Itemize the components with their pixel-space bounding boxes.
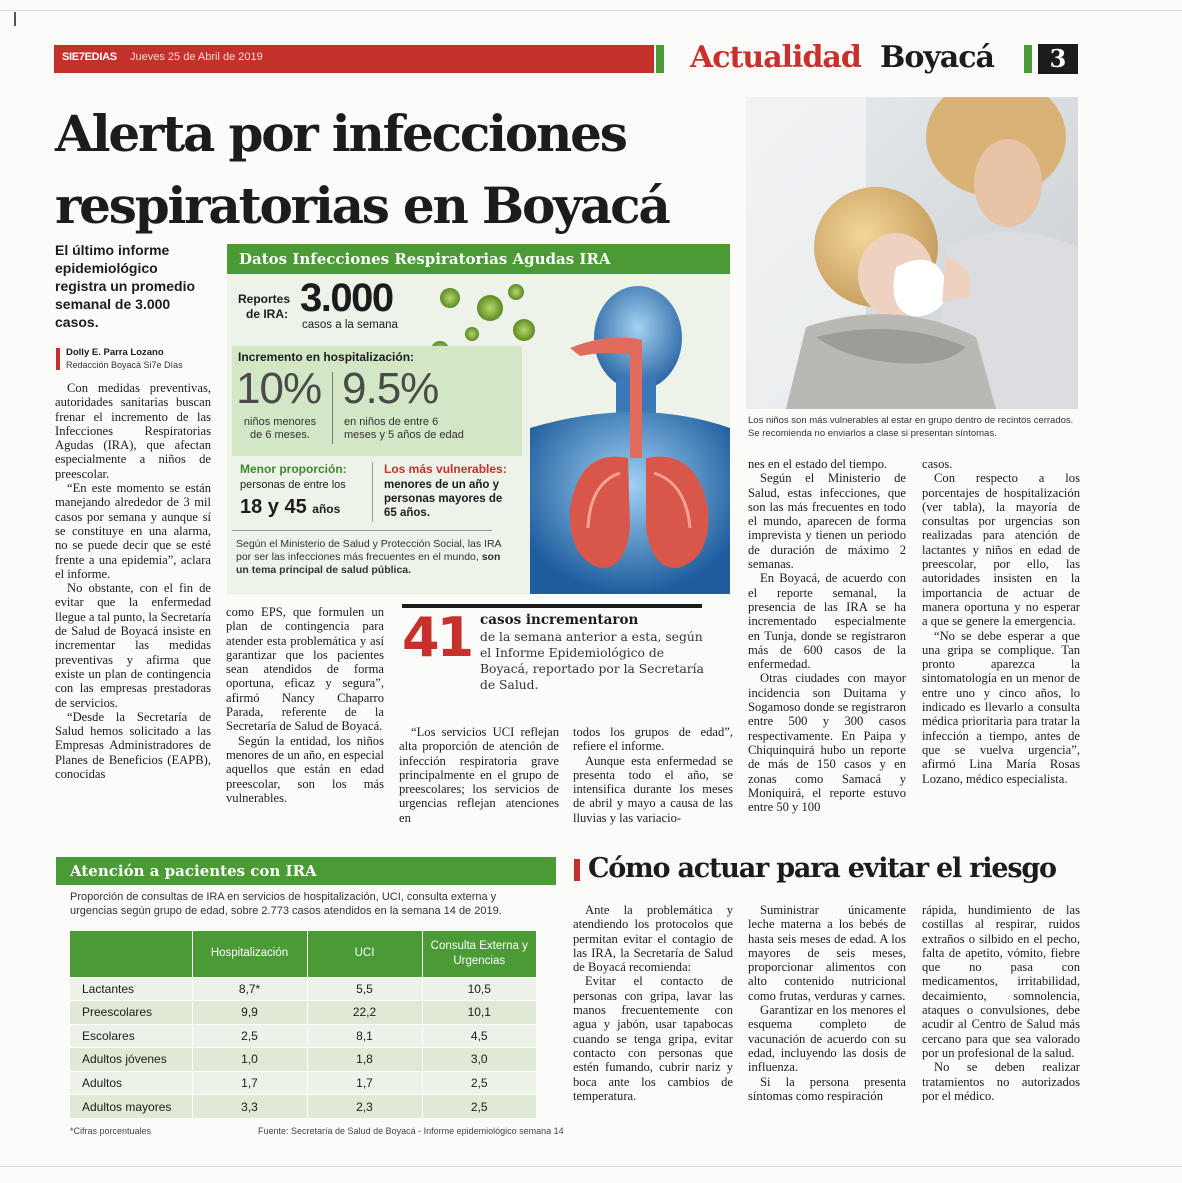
story2-col-1	[573, 903, 733, 1103]
headline: Alerta por infecciones respiratorias en Boyacá	[55, 104, 669, 235]
row-label: Adultos	[70, 1071, 192, 1095]
reportes-label: Reportes de IRA:	[238, 292, 291, 321]
ministerio-note-emphasis: son un tema principal de salud pública.	[236, 551, 501, 576]
incremento-title: Incremento en hospitalización:	[238, 350, 415, 364]
byline-bar	[56, 348, 60, 370]
story2-paragraph: Evitar el contacto de personas con gripa, lavar las manos frecuentemente con agua y jabón, usar tapabocas cuando se tenga gripa, evitar contacto con personas que estén fumando, cubrir nariz y boca ante los cambios de temperatura.	[573, 974, 733, 1103]
pct-menores-6-meses: 10%	[236, 364, 322, 413]
box41-text: de la semana anterior a esta, según el Informe Epidemiológico de Boyacá, reportado por la Secretaría de Salud.	[480, 630, 704, 692]
table-description: Proporción de consultas de IRA en servicios de hospitalización, UCI, consulta externa y urgencias según grupo de edad, sobre 2.773 casos atendidos en la semana 14 de 2019.	[70, 891, 502, 917]
header-green-tick-right	[1024, 45, 1032, 73]
cell-consulta: 2,5	[422, 1071, 536, 1095]
article-paragraph: Según la entidad, los niños menores de un año, en especial aquellos que están en edad preescolar, son los más vulnerables.	[226, 733, 384, 805]
row-label: Preescolares	[70, 1001, 192, 1025]
article-paragraph: “En este momento se están manejando alrededor de 3 mil casos por semana y aunque sí se constituye en una alarma, no se puede decir que se esté frente a una epidemia”, aclara el informe.	[55, 481, 211, 581]
mother-child-photo	[746, 97, 1078, 409]
article-paragraph: “No se debe esperar a que una gripa se complique. Tan pronto aparezca la sintomatología en un menor de entre uno y cinco años, lo indicado es llevarlo a consulta médica prioritaria para tratar la infección a tiempo, antes de que se vuelva urgencia”, afirmó Lina María Rosas Lozano, médico especialista.	[922, 628, 1080, 786]
story2-paragraph: Suministrar únicamente leche materna a los bebés de hasta seis meses de edad. A los mayores de seis meses, proporcionar alimentos con alto contenido nutricional como frutas, verduras y carnes.	[748, 903, 906, 1003]
cell-hospitalizacion: 1,0	[192, 1048, 307, 1072]
table-source: Fuente: Secretaría de Salud de Boyacá - Informe epidemiológico semana 14	[258, 1126, 564, 1136]
table-header-blank	[70, 931, 192, 977]
table-note: *Cifras porcentuales	[70, 1126, 152, 1136]
row-label: Lactantes	[70, 977, 192, 1001]
table-header-hospitalizacion: Hospitalización	[192, 931, 307, 977]
table-title: Atención a pacientes con IRA	[56, 857, 556, 885]
menor-proporcion-range: 18 y 45	[240, 496, 307, 518]
story2-col-3	[922, 903, 1080, 1103]
deck: El último informe epidemiológico registra un promedio semanal de 3.000 casos.	[55, 242, 196, 330]
article-paragraph: “Desde la Secretaría de Salud hemos solicitado a las Empresas Administradores de Planes de Beneficios (EAPB), conocidas	[55, 709, 211, 782]
top-rule	[0, 10, 1182, 11]
cell-consulta: 3,0	[422, 1048, 536, 1072]
story2-paragraph: Garantizar en los menores el esquema completo de vacunación de acuerdo con su edad, incluyendo las dosis de influenza.	[748, 1003, 906, 1075]
byline-author: Dolly E. Parra Lozano	[66, 347, 164, 358]
article-paragraph: Otras ciudades con mayor incidencia son Duitama y Sogamoso donde se registraron entre 500 y 300 casos respectivamente. En Paipa y Chiquinquirá hubo un reporte de más de 150 casos y en zonas como Samacá y Moniquirá, el reporte estuvo entre 50 y 100	[748, 671, 906, 815]
table-header-uci: UCI	[307, 931, 422, 977]
article-paragraph: “Los servicios UCI reflejan alta proporción de atención de infección respiratoria grave principalmente en el grupo de preescolares; los servicios de urgencias reflejan atenciones en	[399, 725, 559, 825]
photo-caption: Los niños son más vulnerables al estar en grupo dentro de recintos cerrados. Se recomienda no enviarlos a clase si presentan síntomas.	[748, 415, 1074, 439]
byline-role: Redacción Boyacá Si7e Días	[66, 360, 183, 370]
cell-hospitalizacion: 8,7*	[192, 977, 307, 1001]
section-name-black: Boyacá	[880, 40, 994, 75]
article-paragraph: como EPS, que formulen un plan de contingencia para atender esta problemática y así garantizar que los pacientes sean atendidos de forma oportuna, eficaz y segura”, afirmó Nancy Chaparro Parada, referente de la Secretaría de Salud de Boyacá.	[226, 605, 384, 734]
table-row	[70, 1001, 536, 1025]
box41-head: casos incrementaron	[480, 612, 639, 628]
reportes-value: 3.000	[300, 276, 393, 320]
print-mark	[14, 12, 16, 26]
vulnerables-desc: menores de un año y personas mayores de 65 años.	[384, 479, 503, 519]
story2-paragraph: No se deben realizar tratamientos no autorizados por el médico.	[922, 1060, 1080, 1103]
story2-col-2	[748, 903, 906, 1103]
ministerio-note	[236, 538, 501, 577]
cell-hospitalizacion: 3,3	[192, 1095, 307, 1119]
story2-title: Cómo actuar para evitar el riesgo	[588, 853, 1056, 884]
table-row	[70, 977, 536, 1001]
article-paragraph: No obstante, con el fin de evitar que la enfermedad llegue a tal punto, la Secretaría de Salud de Boyacá insiste en incrementar las medidas preventivas y afirma que existe un plan de contingencia con las empresas prestadoras de servicios.	[55, 581, 211, 710]
story2-bar	[574, 859, 580, 881]
article-col-6	[922, 457, 1080, 786]
menor-proporcion-desc: personas de entre los	[240, 479, 346, 491]
row-label: Escolares	[70, 1024, 192, 1048]
cell-consulta: 4,5	[422, 1024, 536, 1048]
row-label: Adultos jóvenes	[70, 1048, 192, 1072]
row-label: Adultos mayores	[70, 1095, 192, 1119]
cell-uci: 1,7	[307, 1071, 422, 1095]
note-rule	[232, 530, 492, 531]
vulnerables-divider	[372, 462, 373, 522]
article-paragraph: Según el Ministerio de Salud, estas infecciones, que son las más frecuentes en todo el mundo, aparecen de forma imprevista y tienen un periodo de duración de máximo 2 semanas.	[748, 471, 906, 572]
cell-hospitalizacion: 2,5	[192, 1024, 307, 1048]
article-paragraph: Con respecto a los porcentajes de hospitalización (ver tabla), la mayoría de consultas por urgencias son realizadas para atención de lactantes y niños en edad de preescolar, por ello, las autoridades insisten en la importancia de actuar de manera oportuna y no esperar a que se genere la emergencia.	[922, 471, 1080, 629]
incremento-divider	[332, 372, 333, 444]
article-col-1	[55, 381, 211, 781]
header-green-tick	[656, 45, 664, 73]
article-paragraph: Con medidas preventivas, autoridades sanitarias buscan frenar el incremento de las Infecciones Respiratorias Agudas (IRA), que afectan especialmente a niños de preescolar.	[55, 381, 211, 481]
newspaper-logo: SIE7EDIAS	[62, 51, 117, 63]
ira-table	[70, 931, 536, 1118]
table-header-consulta: Consulta Externa y Urgencias	[422, 931, 536, 977]
article-paragraph: nes en el estado del tiempo.	[748, 457, 888, 471]
article-col-5	[748, 457, 906, 814]
article-paragraph: todos los grupos de edad”, refiere el informe.	[573, 725, 733, 754]
article-col-2	[226, 605, 384, 805]
cell-consulta: 10,1	[422, 1001, 536, 1025]
table-row	[70, 1071, 536, 1095]
cell-uci: 2,3	[307, 1095, 422, 1119]
cell-hospitalizacion: 1,7	[192, 1071, 307, 1095]
cell-uci: 5,5	[307, 977, 422, 1001]
table-row	[70, 1095, 536, 1119]
story2-paragraph: Si la persona presenta síntomas como respiración	[748, 1074, 906, 1103]
menor-proporcion-title: Menor proporción:	[240, 462, 347, 476]
table-header-row	[70, 931, 536, 977]
section-name-red: Actualidad	[690, 40, 861, 75]
article-paragraph: En Boyacá, de acuerdo con el reporte semanal, la presencia de las IRA se ha incrementado especialmente en Tunja, donde se registraron más de 600 casos de la enfermedad.	[748, 571, 906, 672]
vulnerables-title: Los más vulnerables:	[384, 462, 507, 476]
ministerio-note-text: Según el Ministerio de Salud y Protección Social, las IRA por ser las infecciones más frecuentes en el mundo,	[236, 538, 501, 563]
pct-6-meses-5-anos: 9.5%	[342, 364, 439, 413]
article-col-4	[573, 725, 733, 825]
cell-uci: 1,8	[307, 1048, 422, 1072]
reportes-unit: casos a la semana	[302, 319, 398, 331]
table-row	[70, 1024, 536, 1048]
cell-uci: 22,2	[307, 1001, 422, 1025]
article-col-3	[399, 725, 559, 825]
cell-hospitalizacion: 9,9	[192, 1001, 307, 1025]
bottom-rule	[0, 1166, 1182, 1167]
cell-uci: 8,1	[307, 1024, 422, 1048]
cell-consulta: 2,5	[422, 1095, 536, 1119]
menor-proporcion-ages	[240, 496, 340, 519]
page-number: 3	[1038, 44, 1078, 74]
issue-date: Jueves 25 de Abril de 2019	[130, 51, 263, 63]
box41-number: 41	[402, 606, 472, 669]
infographic-title: Datos Infecciones Respiratorias Agudas IRA	[227, 244, 730, 274]
menor-proporcion-unit: años	[312, 502, 341, 516]
article-paragraph: Aunque esta enfermedad se presenta todo el año, se intensifica durante los meses de abril y mayo a causa de las lluvias y las variacio-	[573, 753, 733, 825]
article-paragraph: casos.	[922, 457, 953, 471]
story2-paragraph: Ante la problemática y atendiendo los protocolos que permitan evitar el contagio de las IRA, la Secretaría de Salud de Boyacá recomienda:	[573, 903, 733, 975]
story2-paragraph: rápida, hundimiento de las costillas al respirar, ruidos extraños o silbido en el pecho, falta de apetito, vómito, fiebre que no pasa con medicamentos, irritabilidad, decaimiento, somnolencia, ataques o convulsiones, debe acudir al Centro de Salud más cercano para que sea valorado por un profesional de la salud.	[922, 903, 1080, 1060]
cell-consulta: 10,5	[422, 977, 536, 1001]
pct-6-meses-5-anos-desc: en niños de entre 6 meses y 5 años de edad	[344, 416, 464, 441]
table-row	[70, 1048, 536, 1072]
pct-menores-6-meses-desc: niños menores de 6 meses.	[243, 416, 317, 441]
